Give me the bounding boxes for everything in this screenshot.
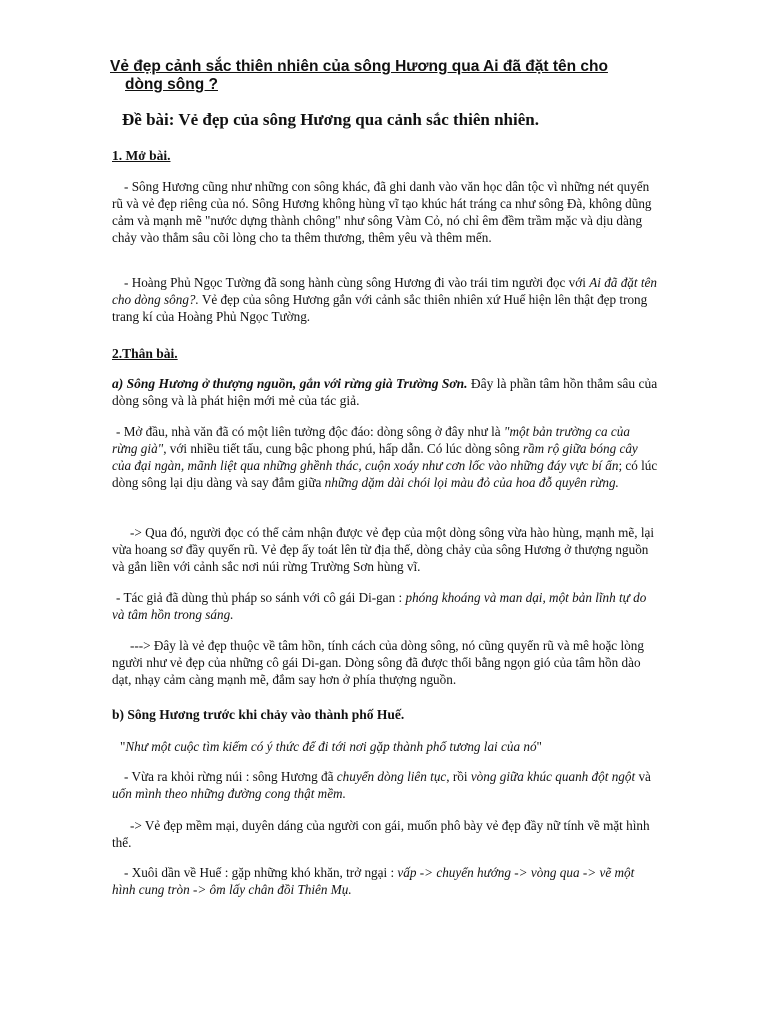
text-run: , rồi <box>446 769 471 784</box>
than-bai-b-paragraph-1 <box>112 768 658 802</box>
quote-italic: rầm rộ giữa bóng cây của đại ngàn, mãnh liệt qua những ghềnh thác, cuộn xoáy như cơn lốc vào những đáy vực bí ẩn <box>112 441 638 473</box>
than-bai-a-paragraph-1 <box>112 423 658 491</box>
text-run: - Tác giả đã dùng thủ pháp so sánh với cô gái Di-gan : <box>116 590 406 605</box>
title-line-1: Vẻ đẹp cảnh sắc thiên nhiên của sông Hương qua Ai đã đặt tên cho <box>110 58 608 75</box>
quote-italic: Như một cuộc tìm kiếm có ý thức để đi tới nơi gặp thành phố tương lai của nó <box>125 739 537 754</box>
subsection-a <box>112 375 667 409</box>
text-run: - Mở đầu, nhà văn đã có một liên tưởng độc đáo: dòng sông ở đây như là <box>116 424 504 439</box>
subsection-b-quote <box>112 738 658 755</box>
than-bai-a-paragraph-3 <box>112 589 658 623</box>
text-run: ; có lúc dòng sông lại dịu dàng và say đắm giữa <box>112 458 658 490</box>
than-bai-b-paragraph-3 <box>112 864 658 898</box>
text-run: Đây là phần tâm hồn thẳm sâu của dòng sông và là phát hiện mới mẻ của tác giả. <box>112 376 658 408</box>
quote-italic: vấp -> chuyển hướng -> vòng qua -> vẽ một hình cung tròn -> ôm lấy chân đồi Thiên Mụ. <box>112 865 635 897</box>
than-bai-a-paragraph-2: -> Qua đó, người đọc có thể cảm nhận được vẻ đẹp của một dòng sông vừa hào hùng, mạnh mẽ, lại vừa hoang sơ đầy quyến rũ. Vẻ đẹp ấy toát lên từ địa thế, dòng chảy của sông Hương ở thượng nguồn và gắn liền với cảnh sắc nơi núi rừng Trường Sơn hùng vĩ. <box>112 525 655 574</box>
quote-italic: vòng giữa khúc quanh đột ngột <box>470 769 636 784</box>
subsection-a-heading: a) Sông Hương ở thượng nguồn, gắn với rừng già Trường Sơn. <box>112 376 468 391</box>
section-heading-than-bai: 2.Thân bài. <box>112 346 178 361</box>
quote-italic: uốn mình theo những đường cong thật mềm. <box>112 786 346 801</box>
text-run: và <box>635 769 651 784</box>
quote-italic: phóng khoáng và man dại, một bản lĩnh tự do và tâm hồn trong sáng. <box>112 590 647 622</box>
text-run: " <box>536 739 542 754</box>
subsection-b-heading: b) Sông Hương trước khi chảy vào thành phố Huế. <box>112 707 405 722</box>
text-run: - Xuôi dần về Huế : gặp những khó khăn, trở ngại : <box>124 865 398 880</box>
than-bai-b-paragraph-2: -> Vẻ đẹp mềm mại, duyên dáng của người con gái, muốn phô bày vẻ đẹp đầy nữ tính về mặt hình thể. <box>112 818 650 850</box>
than-bai-a-paragraph-4: ---> Đây là vẻ đẹp thuộc về tâm hồn, tính cách của dòng sông, nó cũng quyến rũ và mê hoặc lòng người như vẻ đẹp của những cô gái Di-gan. Dòng sông đã được thổi bằng ngọn gió của tâm hồn dào dạt, nhạy cảm càng mạnh mẽ, đắm say hơn ở phía thượng nguồn. <box>112 638 644 687</box>
text-run: Vẻ đẹp của sông Hương gắn với cảnh sắc thiên nhiên xứ Huế hiện lên thật đẹp trong trang kí của Hoàng Phủ Ngọc Tường. <box>112 292 648 324</box>
document-title <box>110 58 670 94</box>
work-title-italic: Ai đã đặt tên cho dòng sông?. <box>112 275 657 307</box>
mo-bai-paragraph-2 <box>112 274 658 325</box>
quote-italic: những dặm dài chói lọi màu đỏ của hoa đỗ quyên rừng. <box>324 475 619 490</box>
mo-bai-paragraph-1: - Sông Hương cũng như những con sông khác, đã ghi danh vào văn học dân tộc vì những nét quyến rũ và vẻ đẹp riêng của nó. Sông Hương không hùng vĩ tạo khúc hát tráng ca như sông Đà, không dũng cảm và mạnh mẽ "nước dựng thành chông" như sông Vàm Cỏ, nó chỉ êm đềm trầm mặc và dịu dàng chảy vào thẳm sâu cõi lòng cho ta thêm thương, thêm yêu và thêm mến. <box>112 179 652 245</box>
text-run: " <box>120 739 126 754</box>
quote-italic: "một bản trường ca của rừng già" <box>112 424 630 456</box>
text-run: - Vừa ra khỏi rừng núi : sông Hương đã <box>124 769 337 784</box>
essay-topic: Đề bài: Vẻ đẹp của sông Hương qua cảnh sắc thiên nhiên. <box>122 110 539 129</box>
section-heading-mo-bai: 1. Mở bài. <box>112 148 171 163</box>
text-run: , với nhiều tiết tấu, cung bậc phong phú, hấp dẫn. Có lúc dòng sông <box>163 441 523 456</box>
quote-italic: chuyển dòng liên tục <box>336 769 447 784</box>
text-run: - Hoàng Phủ Ngọc Tường đã song hành cùng sông Hương đi vào trái tim người đọc với <box>124 275 590 290</box>
title-line-2: dòng sông ? <box>125 76 218 93</box>
